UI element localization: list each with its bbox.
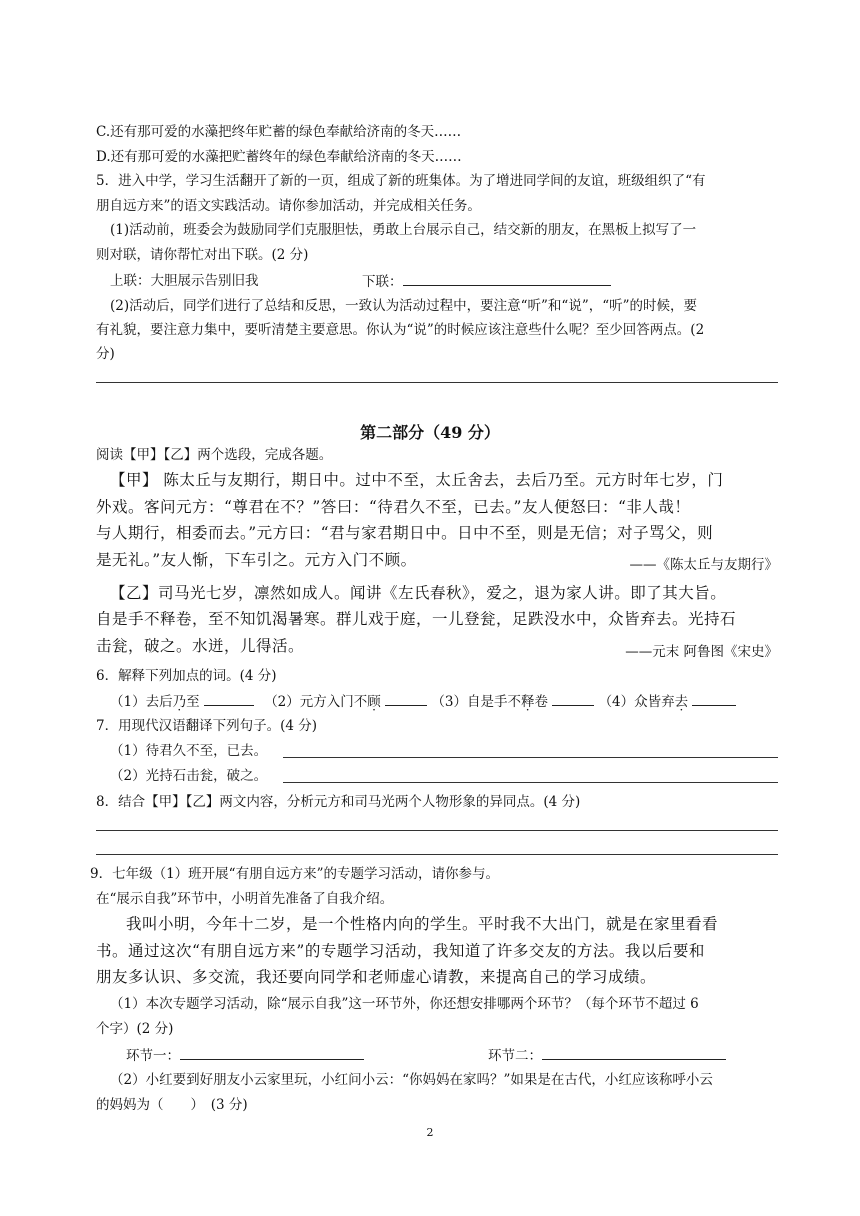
passage-jia-source: ——《陈太丘与友期行》 <box>629 557 778 573</box>
passage-yi-line1: 【乙】司马光七岁，凛然如成人。闻讲《左氏春秋》，爱之，退为家人讲。即了其大旨。 <box>110 584 727 602</box>
q6-item-4: （4）众皆弃去 <box>598 694 689 710</box>
q9-sub1-line2: 个字）(2 分) <box>96 1021 174 1037</box>
q9-sub2-line1: （2）小红要到好朋友小云家里玩，小红问小云：“你妈妈在家吗？”如果是在古代，小红应该称呼小云 <box>110 1072 713 1088</box>
q5-sub1-line2: 则对联，请你帮忙对出下联。(2 分) <box>96 247 309 263</box>
q5-intro-line2: 朋自远方来”的语文实践活动。请你参加活动，并完成相关任务。 <box>96 198 481 214</box>
q5-sub2-line3: 分) <box>96 346 115 362</box>
q6-title: 6．解释下列加点的词。(4 分) <box>96 668 277 684</box>
option-c: C.还有那可爱的水藻把终年贮蓄的绿色奉献给济南的冬天…… <box>96 124 462 140</box>
q9-speech-line3: 朋友多认识、多交流，我还要向同学和老师虚心请教，来提高自己的学习成绩。 <box>96 968 657 986</box>
passage-yi-line3: 击瓮，破之。水迸，儿得活。 <box>96 637 305 655</box>
q7-answer-line2[interactable] <box>283 782 778 783</box>
q7-title: 7．用现代汉语翻译下列句子。(4 分) <box>96 718 318 734</box>
option-d: D.还有那可爱的水藻把贮蓄终年的绿色奉献给济南的冬天…… <box>96 149 462 165</box>
q5-sub2-line2: 有礼貌，要注意力集中，要听清楚主要意思。你认为“说”的时候应该注意些什么呢？至少回答两点。(2 <box>96 322 705 338</box>
q6-blank-1[interactable] <box>204 691 254 706</box>
part2-title: 第二部分（49 分） <box>360 423 500 442</box>
q7-answer-line1[interactable] <box>283 757 778 758</box>
q9-sub2-line2: 的妈妈为（ ） (3 分) <box>96 1097 248 1113</box>
passage-jia-line1: 【甲】 陈太丘与友期行，期日中。过中不至，太丘舍去，去后乃至。元方时年七岁，门 <box>110 471 724 489</box>
part2-instruction: 阅读【甲】【乙】两个选段，完成各题。 <box>96 447 333 463</box>
upper-couplet: 上联：大胆展示告别旧我 <box>110 273 259 289</box>
q6-items <box>110 691 736 712</box>
passage-jia-line2: 外戏。客问元方：“尊君在不？”答曰：“待君久不至，已去。”友人便怒曰：“非人哉！ <box>96 498 691 516</box>
q8-answer-line2[interactable] <box>96 854 778 855</box>
q7-sentence1: （1）待君久不至，已去。 <box>110 743 268 759</box>
q6-blank-4[interactable] <box>692 691 736 706</box>
q9-speech-line1: 我叫小明，今年十二岁，是一个性格内向的学生。平时我不大出门，就是在家里看看 <box>126 915 719 933</box>
lower-couplet <box>362 271 611 292</box>
q9-intro: 在“展示自我”环节中，小明首先准备了自我介绍。 <box>96 891 394 907</box>
q6-blank-2[interactable] <box>385 691 427 706</box>
passage-jia-line4: 是无礼。”友人惭，下车引之。元方入门不顾。 <box>96 551 417 569</box>
q5-sub1-line1: (1)活动前，班委会为鼓励同学们克服胆怯，勇敢上台展示自己，结交新的朋友，在黑板上拟写了一 <box>110 222 697 238</box>
lower-couplet-blank[interactable] <box>403 271 611 286</box>
q6-blank-3[interactable] <box>552 691 594 706</box>
q6-item-1: （1）去后乃至 <box>110 694 200 710</box>
answer-line-q5[interactable] <box>96 382 778 383</box>
page-number: 2 <box>426 1126 434 1139</box>
q9-sub1-line1: （1）本次专题学习活动，除“展示自我”这一环节外，你还想安排哪两个环节？（每个环节不超过 6 <box>110 996 699 1012</box>
q5-intro-line1: 5．进入中学，学习生活翻开了新的一页，组成了新的班集体。为了增进同学间的友谊，班级组织了“有 <box>96 173 706 189</box>
segment1-label: 环节一： <box>126 1048 180 1064</box>
q8-title: 8．结合【甲】【乙】两文内容，分析元方和司马光两个人物形象的异同点。(4 分) <box>96 794 581 810</box>
q9-segment1 <box>126 1045 364 1066</box>
passage-yi-line2: 自是手不释卷，至不知饥渴暑寒。群儿戏于庭，一儿登瓮，足跌没水中，众皆弃去。光持石 <box>96 610 737 628</box>
q5-sub2-line1: (2)活动后，同学们进行了总结和反思，一致认为活动过程中，要注意“听”和“说”，“听”的时候，要 <box>110 298 698 314</box>
q9-speech-line2: 书。通过这次“有朋自远方来”的专题学习活动，我知道了许多交友的方法。我以后要和 <box>96 942 705 960</box>
segment2-blank[interactable] <box>542 1045 726 1060</box>
q9-segment2 <box>488 1045 726 1066</box>
segment1-blank[interactable] <box>180 1045 364 1060</box>
passage-yi-source: ——元末 阿鲁图《宋史》 <box>625 644 778 660</box>
segment2-label: 环节二： <box>488 1048 542 1064</box>
q7-sentence2: （2）光持石击瓮，破之。 <box>110 768 268 784</box>
lower-couplet-label: 下联： <box>362 274 403 290</box>
q6-item-3: （3）自是手不释卷 <box>431 694 548 710</box>
q8-answer-line1[interactable] <box>96 830 778 831</box>
q6-item-2: （2）元方入门不顾 <box>264 694 381 710</box>
q9-title: 9．七年级（1）班开展“有朋自远方来”的专题学习活动，请你参与。 <box>90 866 499 882</box>
passage-jia-line3: 与人期行，相委而去。”元方曰：“君与家君期日中。日中不至，则是无信；对子骂父，则 <box>96 524 714 542</box>
